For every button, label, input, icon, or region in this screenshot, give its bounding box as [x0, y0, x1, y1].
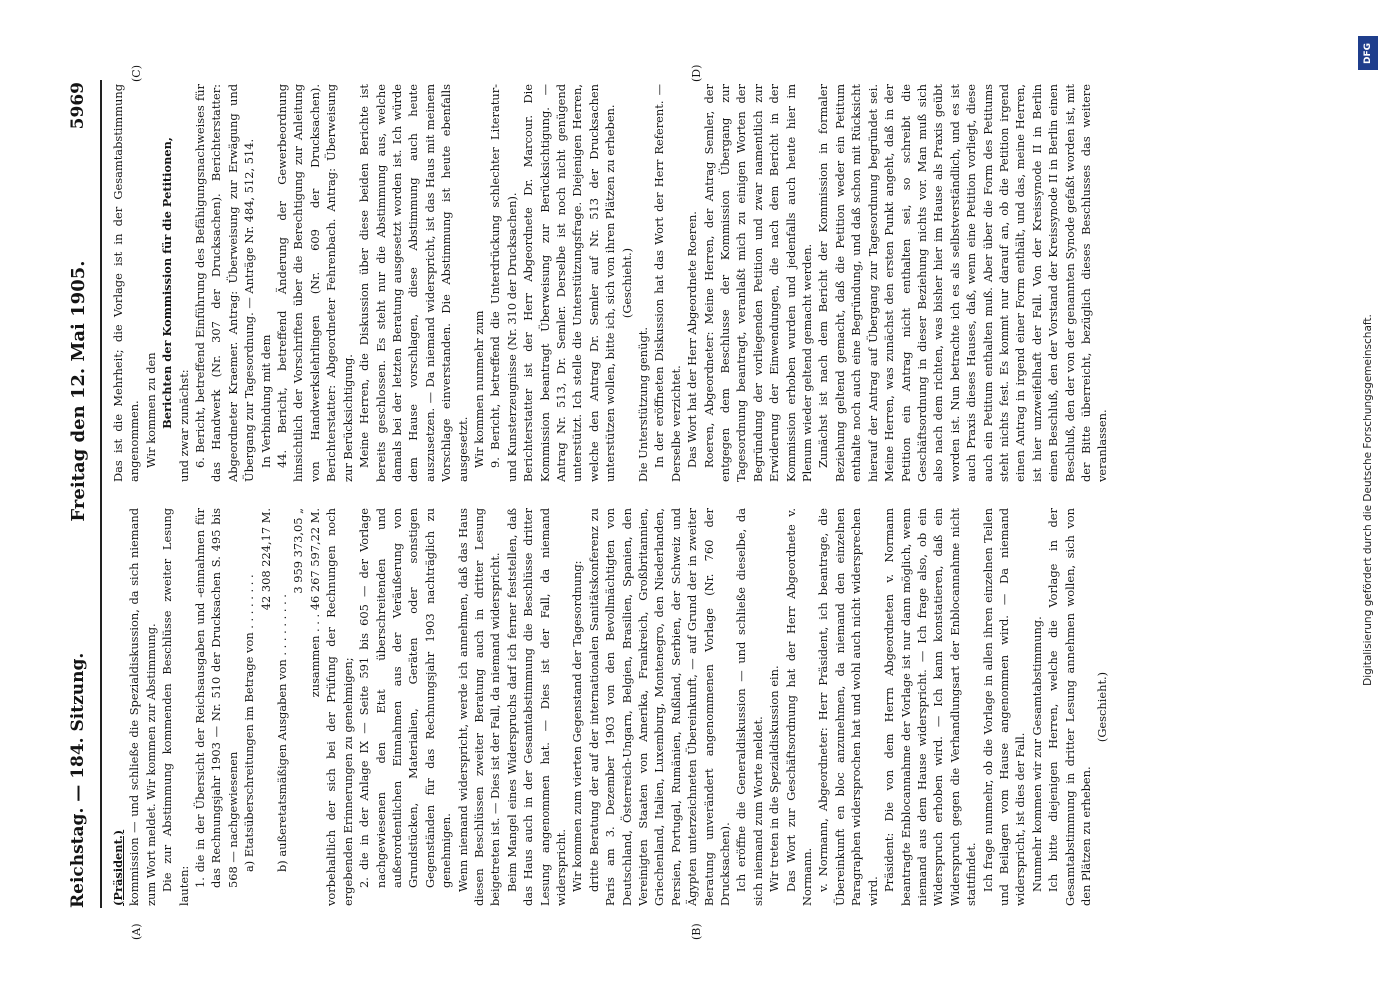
- list-item: a) Etatsüberschreitungen im Betrage von . . . . . . . .: [242, 574, 257, 872]
- paragraph: Berichterstatter ist der Herr Abgeordnete Dr. Marcour. Die Kommission beantragt Überweisung zur Berücksichtigung. — Antrag Nr. 513, Dr. Semler. Derselbe ist noch nicht genügend unterstützt. Ich stelle die Unterstützungsfrage. Diejenigen Herren, welche den Antrag Dr. Semler auf Nr. 513 der Drucksachen unterstützen wollen, bitte ich, sich von ihren Plätzen zu erheben.: [521, 84, 618, 482]
- header-rule: [100, 80, 102, 908]
- paragraph: Wir kommen zum vierten Gegenstand der Tagesordnung:: [570, 560, 585, 892]
- paragraph: Wir treten in die Spezialdiskussion ein.: [767, 665, 782, 892]
- agenda-item: 44. Bericht, betreffend Änderung der Gewerbeordnung hinsichtlich der Vorschriften über die Berechtigung zur Anleitung von Handwerkslehrlingen (Nr. 609 der Drucksachen). Berichterstatter: Abgeordneter Fehrenbach. Antrag: Überweisung zur Berücksichtigung.: [275, 84, 355, 482]
- speech: Präsident: Die von dem Herrn Abgeordneten v. Normann beantragte Enblocannahme der Vorlage ist nur dann möglich, wenn niemand aus dem Hause widerspricht. — Ich frage also, ob ein Widerspruch erhoben wird. — Ich kann konstatieren, daß ein Widerspruch gegen die Verhandlungsart der Enblocannahme nicht stattfindet.: [882, 508, 979, 906]
- speech: v. Normann, Abgeordneter: Herr Präsident, ich beantrage, die Übereinkunft en bloc anzunehmen, da niemand den einzelnen Paragraphen widersprochen hat und wohl auch nicht widersprechen wird.: [816, 508, 880, 906]
- paragraph: Ich bitte diejenigen Herren, welche die Vorlage in der Gesamtabstimmung in dritter Lesung annehmen wollen, sich von den Plätzen zu erheben.: [1046, 508, 1093, 906]
- marker-b: (B): [690, 923, 703, 940]
- list-item: b) außeretatsmäßigen Ausgaben von . . . . . . . . .: [275, 594, 290, 872]
- paragraph: Das Wort hat der Herr Abgeordnete Roeren.: [685, 211, 700, 468]
- amount-total: zusammen . . . 46 267 597,22 M.: [307, 508, 322, 698]
- paragraph: Wenn niemand widerspricht, werde ich annehmen, daß das Haus diesen Beschlüssen zweiter Beratung auch in dritter Lesung beigetreten ist. — Dies ist der Fall, da niemand widerspricht.: [455, 508, 503, 906]
- paragraph: Wir kommen nunmehr zum: [471, 310, 486, 468]
- stage-direction: (Geschieht.): [619, 247, 634, 319]
- left-column: [110, 508, 1310, 906]
- stage-direction: (Geschieht.): [1095, 671, 1110, 743]
- paragraph: vorbehaltlich der sich bei der Prüfung der Rechnungen noch ergebenden Erinnerungen zu genehmigen;: [324, 508, 355, 906]
- paragraph: Beim Mangel eines Widerspruchs darf ich ferner feststellen, daß das Haus auch in der Gesamtabstimmung die Beschlüsse dritter Lesung angenommen hat. — Dies ist der Fall, da niemand widerspricht.: [504, 508, 568, 906]
- paragraph: Ich frage nunmehr, ob die Vorlage in allen ihren einzelnen Teilen und Beilagen vom Hause angenommen wird. — Da niemand widerspricht, ist dies der Fall.: [980, 508, 1028, 906]
- header-date: Freitag den 12. Mai 1905.: [67, 260, 89, 522]
- paragraph: In der eröffneten Diskussion hat das Wort der Herr Referent. — Derselbe verzichtet.: [652, 84, 683, 482]
- marker-a: (A): [130, 923, 143, 940]
- amount: 3 959 373,05 „: [291, 508, 306, 594]
- agenda-item: 9. Bericht, betreffend die Unterdrückung schlechter Literatur- und Kunsterzeugnisse (Nr. 310 der Drucksachen).: [488, 84, 519, 482]
- page-number: 5969: [68, 82, 88, 130]
- paragraph: Nunmehr kommen wir zur Gesamtabstimmung.: [1029, 616, 1044, 892]
- amount: 42 308 224,17 M.: [258, 508, 273, 611]
- digitization-sidebar: [1355, 30, 1381, 970]
- page-header: [58, 82, 98, 908]
- paragraph: Wir kommen zu den: [143, 352, 158, 468]
- paragraph: Die Unterstützung genügt.: [636, 327, 650, 482]
- list-item: 2. die in der Anlage IX — Seite 591 bis 605 — der Vorlage nachgewiesenen den Etat überschreitenden und außerordentlichen Einnahmen aus der Veräußerung von Grundstücken, Materialien, Geräten oder sonstigen Gegenständen für das Rechnungsjahr 1903 nachträglich zu genehmigen.: [357, 508, 454, 888]
- paragraph: Das Wort zur Geschäftsordnung hat der Herr Abgeordnete v. Normann.: [783, 508, 815, 906]
- paragraph: Die zur Abstimmung kommenden Beschlüsse zweiter Lesung lauten:: [160, 508, 191, 906]
- dfg-logo: DFG: [1358, 36, 1378, 70]
- header-left: Reichstag. — 184. Sitzung.: [68, 652, 88, 908]
- funding-credit: Digitalisierung gefördert durch die Deutsche Forschungsgemeinschaft.: [1362, 314, 1374, 686]
- paragraph: Das ist die Mehrheit; die Vorlage ist in der Gesamtabstimmung angenommen.: [111, 84, 142, 482]
- marker-c: (C): [130, 65, 143, 82]
- agenda-item: dritte Beratung der auf der internationalen Sanitätskonferenz zu Paris am 3. Dezember 1903 von den Bevollmächtigten von Deutschland, Österreich-Ungarn, Belgien, Brasilien, Spanien, den Vereinigten Staaten von Amerika, Frankreich, Großbritannien, Griechenland, Italien, Luxemburg, Montenegro, den Niederlanden, Persien, Portugal, Rumänien, Rußland, Serbien, der Schweiz und Ägypten unterzeichneten Übereinkunft, — auf Grund der in zweiter Beratung unverändert angenommenen Vorlage (Nr. 760 der Drucksachen).: [586, 508, 733, 906]
- speaker-label: (Präsident.): [111, 829, 125, 906]
- agenda-item: 6. Bericht, betreffend Einführung des Befähigungsnachweises für das Handwerk (Nr. 307 der Drucksachen). Berichterstatter: Abgeordneter Kraemer. Antrag: Überweisung zur Erwägung und Übergang zur Tagesordnung. — Anträge Nr. 484, 512, 514.: [193, 84, 257, 482]
- speech: Roeren, Abgeordneter: Meine Herren, der Antrag Semler, der entgegen dem Beschlusse der Kommission Übergang zur Tagesordnung beantragt, veranlaßt mich zu einigen Worten der Begründung der vorliegenden Petition und zwar namentlich zur Erwiderung der Einwendungen, die nach dem Bericht in der Kommission erhoben wurden und jedenfalls auch heute hier im Plenum wieder geltend gemacht werden.: [701, 84, 815, 482]
- speech: Zunächst ist nach dem Bericht der Kommission in formaler Beziehung geltend gemacht, daß die Petition weder ein Petitum enthalte noch auch eine Begründung, und daß schon mit Rücksicht hierauf der Antrag auf Übergang zur Tagesordnung begründet sei. Meine Herren, was zunächst den ersten Punkt angeht, daß in der Petition ein Antrag nicht enthalten sei, so schreibt die Geschäftsordnung in dieser Beziehung nichts vor. Man muß sich also nach dem richten, was bisher hier im Hause als Praxis geübt worden ist. Nun betrachte ich es als selbstverständlich, und es ist auch Praxis dieses Hauses, daß, wenn eine Petition vorliegt, diese auch ein Petitum enthalten muß. Aber über die Form des Petitums steht nichts fest. Es kommt nur darauf an, ob die Petition irgend einen Antrag in irgend einer Form enthält, und das, meine Herren, ist hier unzweifelhaft der Fall. Von der Kreissynode II in Berlin einen Beschluß, den der Vorstand der Kreissynode II in Berlin einen Beschluß, den der von der genannten Synode gefaßt worden ist, mit der Bitte überreicht, bezüglich dieses Beschlusses das weitere veranlassen.: [816, 84, 1110, 482]
- paragraph: In Verbindung mit dem: [258, 334, 273, 468]
- paragraph: Meine Herren, die Diskussion über diese beiden Berichte ist bereits geschlossen. Es steht nur die Abstimmung aus, welche damals bei der letzten Beratung ausgesetzt worden ist. Ich würde dem Hause vorschlagen, diese Abstimmung auch heute auszusetzen. — Da niemand widerspricht, ist das Haus mit meinem Vorschlage einverstanden. Die Abstimmung ist heute ebenfalls ausgesetzt.: [357, 84, 470, 482]
- list-item: 1. die in der Übersicht der Reichsausgaben und -einnahmen für das Rechnungsjahr 1903 — Nr. 510 der Drucksachen S. 495 bis 568 — nachgewiesenen: [193, 508, 240, 888]
- section-heading: Berichten der Kommission für die Petitionen,: [160, 137, 175, 429]
- paragraph: und zwar zunächst:: [176, 369, 191, 482]
- document-page: [40, 52, 1330, 948]
- paragraph: kommission — und schließe die Spezialdiskussion, da sich niemand zum Wort meldet. Wir kommen zur Abstimmung.: [127, 508, 158, 906]
- paragraph: Ich eröffne die Generaldiskussion — und schließe dieselbe, da sich niemand zum Worte meldet.: [734, 508, 765, 906]
- right-column: [110, 84, 1310, 482]
- marker-d: (D): [690, 64, 703, 82]
